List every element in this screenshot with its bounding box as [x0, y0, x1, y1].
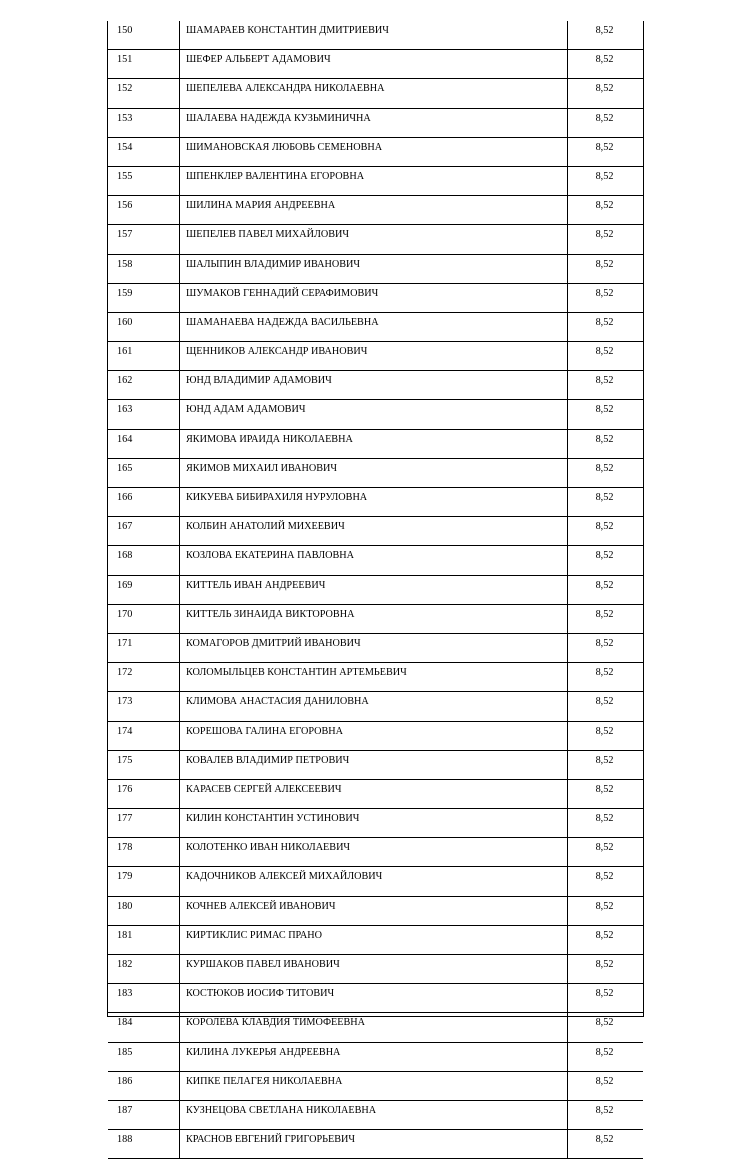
row-number-cell: 156	[108, 196, 180, 225]
person-name-cell: ШАМАРАЕВ КОНСТАНТИН ДМИТРИЕВИЧ	[180, 21, 568, 50]
value-cell: 8,52	[568, 663, 644, 692]
table-row	[108, 779, 643, 808]
row-number-cell: 176	[108, 779, 180, 808]
person-name-cell: КОЧНЕВ АЛЕКСЕЙ ИВАНОВИЧ	[180, 896, 568, 925]
row-number-cell: 167	[108, 517, 180, 546]
person-name-cell: ЮНД ВЛАДИМИР АДАМОВИЧ	[180, 371, 568, 400]
value-cell: 8,52	[568, 809, 644, 838]
value-cell: 8,52	[568, 137, 644, 166]
value-cell: 8,52	[568, 79, 644, 108]
table-row	[108, 371, 643, 400]
value-cell: 8,52	[568, 50, 644, 79]
table-row	[108, 400, 643, 429]
row-number-cell: 183	[108, 984, 180, 1013]
table-row	[108, 488, 643, 517]
row-number-cell: 179	[108, 867, 180, 896]
table-row	[108, 1130, 643, 1159]
person-name-cell: КОЗЛОВА ЕКАТЕРИНА ПАВЛОВНА	[180, 546, 568, 575]
person-name-cell: ШЕПЕЛЕВ ПАВЕЛ МИХАЙЛОВИЧ	[180, 225, 568, 254]
value-cell: 8,52	[568, 488, 644, 517]
table-row	[108, 108, 643, 137]
value-cell: 8,52	[568, 517, 644, 546]
person-name-cell: ЯКИМОВА ИРАИДА НИКОЛАЕВНА	[180, 429, 568, 458]
row-number-cell: 186	[108, 1071, 180, 1100]
person-name-cell: КАДОЧНИКОВ АЛЕКСЕЙ МИХАЙЛОВИЧ	[180, 867, 568, 896]
row-number-cell: 185	[108, 1042, 180, 1071]
person-name-cell: ШЕФЕР АЛЬБЕРТ АДАМОВИЧ	[180, 50, 568, 79]
row-number-cell: 157	[108, 225, 180, 254]
value-cell: 8,52	[568, 1100, 644, 1129]
person-name-cell: КОМАГОРОВ ДМИТРИЙ ИВАНОВИЧ	[180, 633, 568, 662]
row-number-cell: 178	[108, 838, 180, 867]
person-name-cell: ШАЛАЕВА НАДЕЖДА КУЗЬМИНИЧНА	[180, 108, 568, 137]
table-row	[108, 955, 643, 984]
value-cell: 8,52	[568, 225, 644, 254]
row-number-cell: 184	[108, 1013, 180, 1042]
registry-table	[108, 21, 643, 1159]
person-name-cell: КИТТЕЛЬ ИВАН АНДРЕЕВИЧ	[180, 575, 568, 604]
value-cell: 8,52	[568, 342, 644, 371]
row-number-cell: 155	[108, 166, 180, 195]
value-cell: 8,52	[568, 312, 644, 341]
table-row	[108, 633, 643, 662]
table-row	[108, 750, 643, 779]
row-number-cell: 164	[108, 429, 180, 458]
value-cell: 8,52	[568, 283, 644, 312]
person-name-cell: КУЗНЕЦОВА СВЕТЛАНА НИКОЛАЕВНА	[180, 1100, 568, 1129]
table-row	[108, 196, 643, 225]
value-cell: 8,52	[568, 1042, 644, 1071]
value-cell: 8,52	[568, 21, 644, 50]
row-number-cell: 150	[108, 21, 180, 50]
table-row	[108, 984, 643, 1013]
table-row	[108, 166, 643, 195]
person-name-cell: КАРАСЕВ СЕРГЕЙ АЛЕКСЕЕВИЧ	[180, 779, 568, 808]
row-number-cell: 174	[108, 721, 180, 750]
value-cell: 8,52	[568, 429, 644, 458]
value-cell: 8,52	[568, 546, 644, 575]
value-cell: 8,52	[568, 984, 644, 1013]
value-cell: 8,52	[568, 166, 644, 195]
table-row	[108, 1100, 643, 1129]
person-name-cell: ШУМАКОВ ГЕННАДИЙ СЕРАФИМОВИЧ	[180, 283, 568, 312]
person-name-cell: ЩЕННИКОВ АЛЕКСАНДР ИВАНОВИЧ	[180, 342, 568, 371]
person-name-cell: КОВАЛЕВ ВЛАДИМИР ПЕТРОВИЧ	[180, 750, 568, 779]
row-number-cell: 158	[108, 254, 180, 283]
table-row	[108, 312, 643, 341]
value-cell: 8,52	[568, 196, 644, 225]
table-row	[108, 896, 643, 925]
person-name-cell: КУРШАКОВ ПАВЕЛ ИВАНОВИЧ	[180, 955, 568, 984]
table-row	[108, 1013, 643, 1042]
table-row	[108, 663, 643, 692]
value-cell: 8,52	[568, 750, 644, 779]
person-name-cell: КРАСНОВ ЕВГЕНИЙ ГРИГОРЬЕВИЧ	[180, 1130, 568, 1159]
row-number-cell: 171	[108, 633, 180, 662]
row-number-cell: 180	[108, 896, 180, 925]
row-number-cell: 161	[108, 342, 180, 371]
person-name-cell: КИЛИНА ЛУКЕРЬЯ АНДРЕЕВНА	[180, 1042, 568, 1071]
value-cell: 8,52	[568, 1013, 644, 1042]
row-number-cell: 168	[108, 546, 180, 575]
person-name-cell: КОСТЮКОВ ИОСИФ ТИТОВИЧ	[180, 984, 568, 1013]
table-row	[108, 1042, 643, 1071]
value-cell: 8,52	[568, 867, 644, 896]
value-cell: 8,52	[568, 896, 644, 925]
table-row	[108, 283, 643, 312]
table-row	[108, 21, 643, 50]
person-name-cell: КОРОЛЕВА КЛАВДИЯ ТИМОФЕЕВНА	[180, 1013, 568, 1042]
value-cell: 8,52	[568, 633, 644, 662]
table-row	[108, 342, 643, 371]
table-row	[108, 721, 643, 750]
person-name-cell: КОЛБИН АНАТОЛИЙ МИХЕЕВИЧ	[180, 517, 568, 546]
person-name-cell: КОЛОТЕНКО ИВАН НИКОЛАЕВИЧ	[180, 838, 568, 867]
value-cell: 8,52	[568, 604, 644, 633]
row-number-cell: 154	[108, 137, 180, 166]
row-number-cell: 151	[108, 50, 180, 79]
row-number-cell: 172	[108, 663, 180, 692]
row-number-cell: 170	[108, 604, 180, 633]
table-row	[108, 254, 643, 283]
table-row	[108, 458, 643, 487]
row-number-cell: 177	[108, 809, 180, 838]
person-name-cell: ШЕПЕЛЕВА АЛЕКСАНДРА НИКОЛАЕВНА	[180, 79, 568, 108]
person-name-cell: ШАЛЫПИН ВЛАДИМИР ИВАНОВИЧ	[180, 254, 568, 283]
registry-table-body	[108, 21, 643, 1159]
value-cell: 8,52	[568, 779, 644, 808]
table-row	[108, 867, 643, 896]
person-name-cell: КИРТИКЛИС РИМАС ПРАНО	[180, 925, 568, 954]
table-row	[108, 429, 643, 458]
person-name-cell: КОРЕШОВА ГАЛИНА ЕГОРОВНА	[180, 721, 568, 750]
table-row	[108, 604, 643, 633]
table-row	[108, 1071, 643, 1100]
value-cell: 8,52	[568, 955, 644, 984]
person-name-cell: ЮНД АДАМ АДАМОВИЧ	[180, 400, 568, 429]
table-row	[108, 546, 643, 575]
value-cell: 8,52	[568, 692, 644, 721]
value-cell: 8,52	[568, 254, 644, 283]
row-number-cell: 181	[108, 925, 180, 954]
table-row	[108, 925, 643, 954]
row-number-cell: 162	[108, 371, 180, 400]
value-cell: 8,52	[568, 721, 644, 750]
person-name-cell: КИПКЕ ПЕЛАГЕЯ НИКОЛАЕВНА	[180, 1071, 568, 1100]
person-name-cell: КИКУЕВА БИБИРАХИЛЯ НУРУЛОВНА	[180, 488, 568, 517]
value-cell: 8,52	[568, 1130, 644, 1159]
table-row	[108, 79, 643, 108]
value-cell: 8,52	[568, 575, 644, 604]
value-cell: 8,52	[568, 400, 644, 429]
person-name-cell: ЯКИМОВ МИХАИЛ ИВАНОВИЧ	[180, 458, 568, 487]
table-row	[108, 575, 643, 604]
document-page	[107, 21, 644, 1146]
person-name-cell: ШАМАНАЕВА НАДЕЖДА ВАСИЛЬЕВНА	[180, 312, 568, 341]
row-number-cell: 175	[108, 750, 180, 779]
person-name-cell: КИЛИН КОНСТАНТИН УСТИНОВИЧ	[180, 809, 568, 838]
table-row	[108, 225, 643, 254]
person-name-cell: ШИМАНОВСКАЯ ЛЮБОВЬ СЕМЕНОВНА	[180, 137, 568, 166]
row-number-cell: 173	[108, 692, 180, 721]
table-row	[108, 137, 643, 166]
row-number-cell: 182	[108, 955, 180, 984]
row-number-cell: 153	[108, 108, 180, 137]
row-number-cell: 169	[108, 575, 180, 604]
person-name-cell: КОЛОМЫЛЬЦЕВ КОНСТАНТИН АРТЕМЬЕВИЧ	[180, 663, 568, 692]
table-row	[108, 692, 643, 721]
value-cell: 8,52	[568, 925, 644, 954]
row-number-cell: 159	[108, 283, 180, 312]
row-number-cell: 152	[108, 79, 180, 108]
table-row	[108, 809, 643, 838]
value-cell: 8,52	[568, 1071, 644, 1100]
row-number-cell: 165	[108, 458, 180, 487]
person-name-cell: КИТТЕЛЬ ЗИНАИДА ВИКТОРОВНА	[180, 604, 568, 633]
person-name-cell: КЛИМОВА АНАСТАСИЯ ДАНИЛОВНА	[180, 692, 568, 721]
row-number-cell: 163	[108, 400, 180, 429]
value-cell: 8,52	[568, 108, 644, 137]
table-row	[108, 50, 643, 79]
table-row	[108, 517, 643, 546]
row-number-cell: 166	[108, 488, 180, 517]
person-name-cell: ШПЕНКЛЕР ВАЛЕНТИНА ЕГОРОВНА	[180, 166, 568, 195]
row-number-cell: 188	[108, 1130, 180, 1159]
value-cell: 8,52	[568, 838, 644, 867]
row-number-cell: 187	[108, 1100, 180, 1129]
row-number-cell: 160	[108, 312, 180, 341]
person-name-cell: ШИЛИНА МАРИЯ АНДРЕЕВНА	[180, 196, 568, 225]
value-cell: 8,52	[568, 371, 644, 400]
table-row	[108, 838, 643, 867]
value-cell: 8,52	[568, 458, 644, 487]
